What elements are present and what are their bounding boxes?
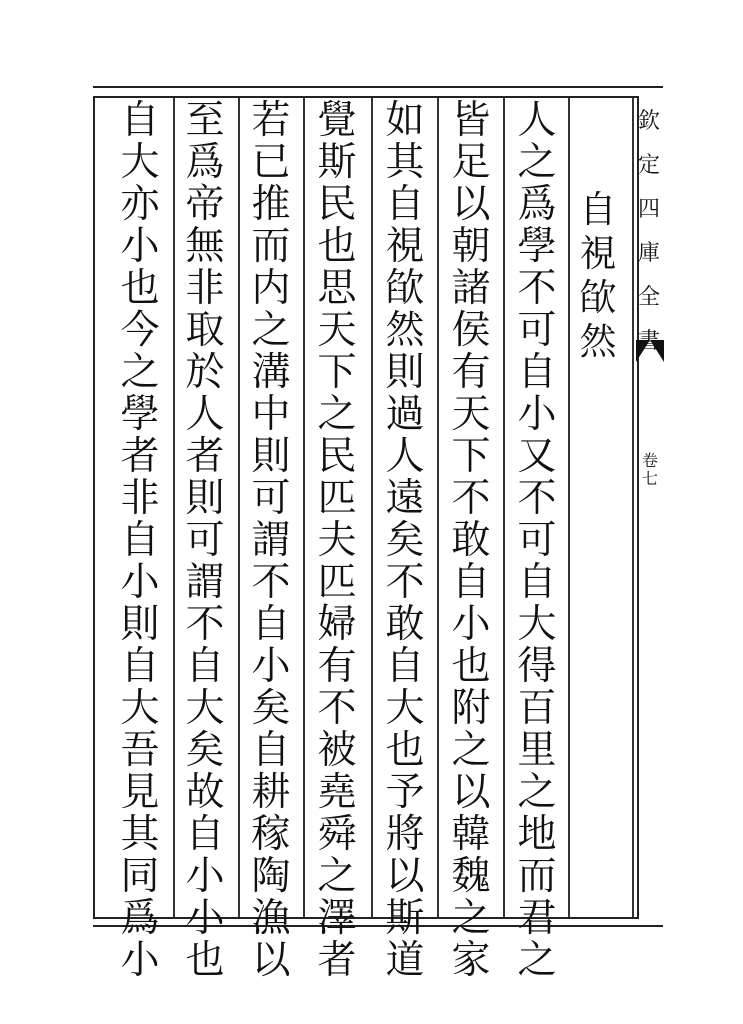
- glyph: 視: [385, 224, 425, 269]
- glyph: 耕: [251, 770, 291, 815]
- glyph: 者: [120, 434, 160, 479]
- glyph: 百: [517, 686, 557, 731]
- glyph: 而: [251, 224, 291, 269]
- glyph: 不: [251, 560, 291, 605]
- margin-divider: [632, 98, 634, 917]
- glyph: 取: [185, 308, 225, 353]
- glyph: 不: [451, 476, 491, 521]
- glyph: 爲: [517, 182, 557, 227]
- glyph: 有: [451, 350, 491, 395]
- glyph: 欽: [637, 109, 660, 134]
- text-column-7: [116, 98, 164, 983]
- glyph: 道: [385, 938, 425, 983]
- glyph: 則: [120, 602, 160, 647]
- glyph: 不: [385, 560, 425, 605]
- glyph: 遠: [385, 476, 425, 521]
- glyph: 全: [637, 285, 660, 310]
- glyph: 推: [251, 182, 291, 227]
- glyph: 侯: [451, 308, 491, 353]
- text-column-1: [513, 98, 561, 983]
- glyph: 大: [120, 140, 160, 185]
- glyph: 人: [517, 98, 557, 143]
- glyph: 小: [451, 602, 491, 647]
- glyph: 韓: [451, 812, 491, 857]
- glyph: 其: [385, 140, 425, 185]
- glyph: 大: [120, 686, 160, 731]
- glyph: 爲: [120, 896, 160, 941]
- glyph: 而: [517, 854, 557, 899]
- glyph: 堯: [317, 770, 357, 815]
- glyph: 人: [385, 434, 425, 479]
- glyph: 附: [451, 686, 491, 731]
- glyph: 卷: [641, 451, 658, 470]
- glyph: 天: [451, 392, 491, 437]
- glyph: 也: [451, 644, 491, 689]
- glyph: 若: [251, 98, 291, 143]
- glyph: 自: [251, 602, 291, 647]
- column-divider: [568, 98, 570, 917]
- glyph: 下: [451, 434, 491, 479]
- text-column-5: [247, 98, 295, 983]
- glyph: 可: [517, 308, 557, 353]
- glyph: 漁: [251, 896, 291, 941]
- glyph: 帝: [185, 182, 225, 227]
- glyph: 小: [251, 644, 291, 689]
- glyph: 皆: [451, 98, 491, 143]
- glyph: 自: [120, 98, 160, 143]
- glyph: 自: [120, 518, 160, 563]
- glyph: 至: [185, 98, 225, 143]
- glyph: 婦: [317, 602, 357, 647]
- glyph: 以: [251, 938, 291, 983]
- glyph: 之: [317, 854, 357, 899]
- glyph: 人: [185, 392, 225, 437]
- glyph: 澤: [317, 896, 357, 941]
- glyph: 者: [317, 938, 357, 983]
- glyph: 過: [385, 392, 425, 437]
- glyph: 於: [185, 350, 225, 395]
- glyph: 民: [317, 434, 357, 479]
- glyph: 敢: [385, 602, 425, 647]
- glyph: 其: [120, 812, 160, 857]
- glyph: 大: [385, 686, 425, 731]
- glyph: 以: [451, 770, 491, 815]
- frame-bottom-rule-outer: [93, 925, 663, 927]
- margin-volume-label: [638, 452, 662, 488]
- column-divider: [437, 98, 439, 917]
- glyph: 欿: [579, 276, 617, 319]
- glyph: 爲: [185, 140, 225, 185]
- glyph: 今: [120, 308, 160, 353]
- glyph: 自: [579, 188, 617, 231]
- glyph: 自: [185, 812, 225, 857]
- glyph: 之: [517, 938, 557, 983]
- glyph: 將: [385, 812, 425, 857]
- glyph: 稼: [251, 812, 291, 857]
- glyph: 之: [451, 728, 491, 773]
- glyph: 則: [251, 434, 291, 479]
- glyph: 小: [120, 938, 160, 983]
- glyph: 匹: [317, 560, 357, 605]
- glyph: 則: [185, 476, 225, 521]
- glyph: 如: [385, 98, 425, 143]
- glyph: 吾: [120, 728, 160, 773]
- glyph: 已: [251, 140, 291, 185]
- section-heading: [573, 188, 623, 364]
- glyph: 予: [385, 770, 425, 815]
- glyph: 自: [385, 182, 425, 227]
- glyph: 家: [451, 938, 491, 983]
- text-column-4: [313, 98, 361, 983]
- glyph: 有: [317, 644, 357, 689]
- glyph: 又: [517, 434, 557, 479]
- glyph: 自: [517, 350, 557, 395]
- glyph: 自: [517, 560, 557, 605]
- glyph: 君: [517, 896, 557, 941]
- glyph: 諸: [451, 266, 491, 311]
- glyph: 覺: [317, 98, 357, 143]
- glyph: 見: [120, 770, 160, 815]
- glyph: 之: [120, 350, 160, 395]
- glyph: 也: [385, 728, 425, 773]
- frame-top-rule-outer: [93, 86, 663, 88]
- glyph: 也: [185, 938, 225, 983]
- glyph: 小: [120, 560, 160, 605]
- glyph: 不: [317, 686, 357, 731]
- glyph: 之: [317, 392, 357, 437]
- glyph: 無: [185, 224, 225, 269]
- glyph: 可: [185, 518, 225, 563]
- text-column-3: [381, 98, 429, 983]
- margin-book-title: [636, 100, 662, 364]
- glyph: 謂: [251, 518, 291, 563]
- glyph: 庫: [637, 241, 660, 266]
- glyph: 四: [637, 197, 660, 222]
- column-divider: [303, 98, 305, 917]
- glyph: 小: [185, 854, 225, 899]
- glyph: 非: [120, 476, 160, 521]
- glyph: 大: [517, 602, 557, 647]
- glyph: 學: [120, 392, 160, 437]
- glyph: 之: [517, 770, 557, 815]
- column-divider: [238, 98, 240, 917]
- column-divider: [503, 98, 505, 917]
- glyph: 者: [185, 434, 225, 479]
- glyph: 内: [251, 266, 291, 311]
- glyph: 之: [251, 308, 291, 353]
- glyph: 小: [185, 896, 225, 941]
- glyph: 定: [637, 153, 660, 178]
- glyph: 足: [451, 140, 491, 185]
- glyph: 斯: [317, 140, 357, 185]
- glyph: 思: [317, 266, 357, 311]
- glyph: 中: [251, 392, 291, 437]
- glyph: 不: [185, 602, 225, 647]
- glyph: 以: [385, 854, 425, 899]
- glyph: 小: [120, 224, 160, 269]
- glyph: 之: [451, 896, 491, 941]
- glyph: 地: [517, 812, 557, 857]
- glyph: 然: [579, 320, 617, 363]
- glyph: 自: [120, 644, 160, 689]
- glyph: 故: [185, 770, 225, 815]
- glyph: 書: [637, 329, 660, 354]
- glyph: 也: [120, 266, 160, 311]
- glyph: 欿: [385, 266, 425, 311]
- glyph: 非: [185, 266, 225, 311]
- glyph: 陶: [251, 854, 291, 899]
- glyph: 舜: [317, 812, 357, 857]
- column-divider: [173, 98, 175, 917]
- glyph: 夫: [317, 518, 357, 563]
- glyph: 斯: [385, 896, 425, 941]
- glyph: 里: [517, 728, 557, 773]
- glyph: 魏: [451, 854, 491, 899]
- glyph: 溝: [251, 350, 291, 395]
- glyph: 下: [317, 350, 357, 395]
- text-column-2: [447, 98, 495, 983]
- glyph: 學: [517, 224, 557, 269]
- glyph: 得: [517, 644, 557, 689]
- glyph: 被: [317, 728, 357, 773]
- glyph: 自: [185, 644, 225, 689]
- glyph: 視: [579, 232, 617, 275]
- glyph: 矣: [385, 518, 425, 563]
- glyph: 自: [251, 728, 291, 773]
- glyph: 朝: [451, 224, 491, 269]
- glyph: 謂: [185, 560, 225, 605]
- glyph: 自: [385, 644, 425, 689]
- glyph: 可: [517, 518, 557, 563]
- glyph: 不: [517, 266, 557, 311]
- glyph: 小: [517, 392, 557, 437]
- glyph: 民: [317, 182, 357, 227]
- glyph: 同: [120, 854, 160, 899]
- glyph: 亦: [120, 182, 160, 227]
- glyph: 不: [517, 476, 557, 521]
- column-divider: [371, 98, 373, 917]
- glyph: 可: [251, 476, 291, 521]
- glyph: 大: [185, 686, 225, 731]
- glyph: 也: [317, 224, 357, 269]
- glyph: 匹: [317, 476, 357, 521]
- glyph: 矣: [251, 686, 291, 731]
- fish-tail-mark: [636, 340, 664, 362]
- glyph: 以: [451, 182, 491, 227]
- glyph: 七: [641, 469, 658, 488]
- glyph: 然: [385, 308, 425, 353]
- glyph: 之: [517, 140, 557, 185]
- text-column-6: [181, 98, 229, 983]
- glyph: 敢: [451, 518, 491, 563]
- glyph: 天: [317, 308, 357, 353]
- glyph: 矣: [185, 728, 225, 773]
- glyph: 則: [385, 350, 425, 395]
- glyph: 自: [451, 560, 491, 605]
